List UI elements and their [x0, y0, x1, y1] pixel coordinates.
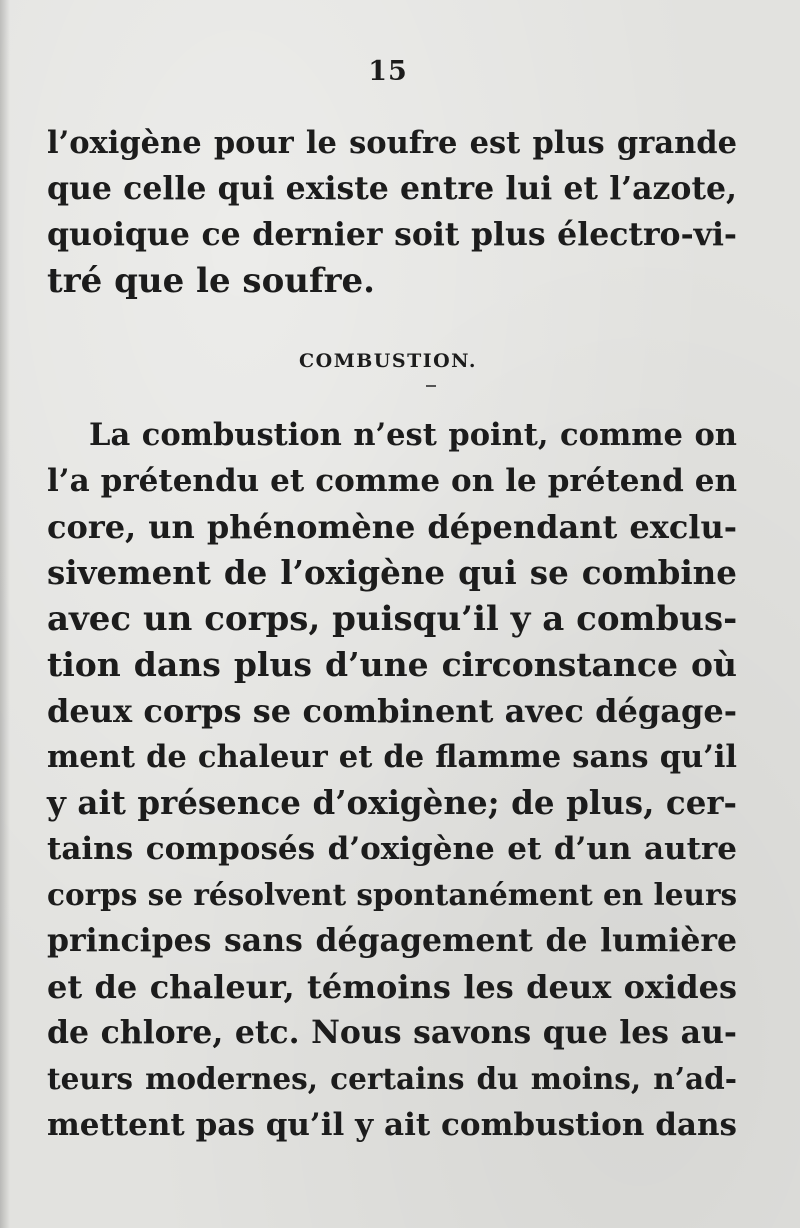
text-line: tains composés d’oxigène et d’un autre	[47, 831, 737, 867]
page-number: 15	[368, 56, 408, 87]
text-line: sivement de l’oxigène qui se combine	[47, 553, 737, 592]
text-line: y ait présence d’oxigène; de plus, cer-	[47, 783, 737, 822]
intro-paragraph	[47, 120, 737, 304]
text-line: teurs modernes, certains du moins, n’ad-	[47, 1061, 737, 1096]
text-line: quoique ce dernier soit plus électro-vi-	[47, 216, 737, 253]
page-edge-shadow	[0, 0, 10, 1228]
body-paragraph	[47, 412, 737, 1148]
text-line: et de chaleur, témoins les deux oxides	[47, 968, 737, 1006]
text-line: l’oxigène pour le soufre est plus grande	[47, 125, 737, 161]
text-line: avec un corps, puisqu’il y a combus-	[47, 599, 738, 639]
text-line: l’a prétendu et comme on le prétend en	[47, 463, 737, 499]
section-heading: COMBUSTION.	[299, 350, 477, 372]
text-line: de chlore, etc. Nous savons que les au-	[47, 1014, 737, 1051]
text-line: corps se résolvent spontanément en leurs	[47, 877, 738, 912]
text-line: principes sans dégagement de lumière	[47, 922, 737, 959]
text-line: ment de chaleur et de flamme sans qu’il	[47, 739, 737, 775]
text-line: tré que le soufre.	[47, 261, 375, 301]
text-line: deux corps se combinent avec dégage-	[47, 692, 737, 730]
text-line: La combustion n’est point, comme on	[89, 417, 737, 453]
text-line: tion dans plus d’une circonstance où	[47, 645, 737, 684]
text-line: core, un phénomène dépendant exclu-	[47, 508, 737, 546]
text-line: que celle qui existe entre lui et l’azote,	[47, 170, 737, 207]
text-line: mettent pas qu’il y ait combustion dans	[47, 1107, 737, 1143]
heading-ornament	[426, 385, 436, 387]
